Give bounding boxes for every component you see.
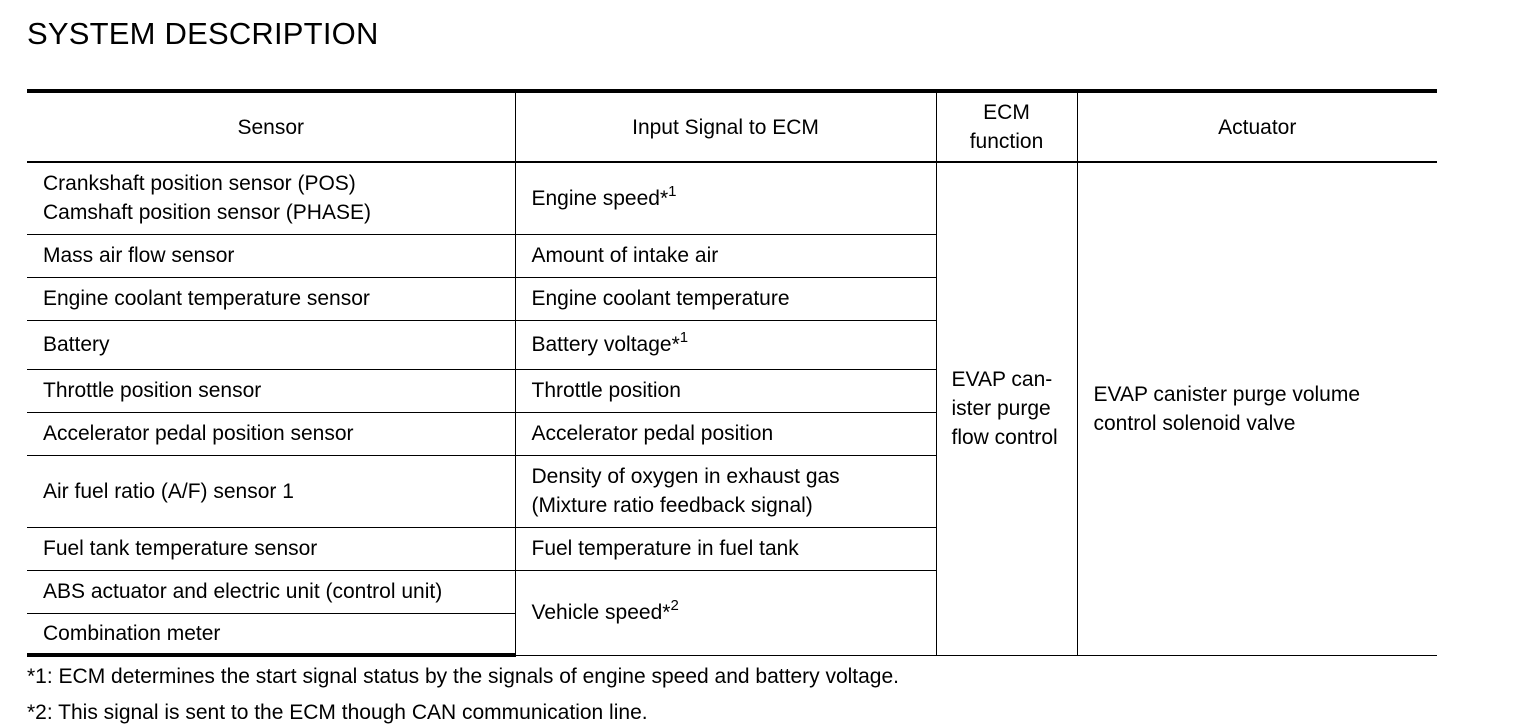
sensor-name: Fuel tank temperature sensor	[27, 527, 515, 570]
sensor-cell	[27, 162, 515, 234]
signal-text: Density of oxygen in exhaust gas	[531, 465, 840, 488]
sensor-name: Camshaft position sensor (PHASE)	[43, 201, 371, 225]
header-input-signal: Input Signal to ECM	[515, 91, 936, 162]
signal-cell	[515, 455, 936, 527]
sensor-name: Air fuel ratio (A/F) sensor 1	[27, 455, 515, 527]
signal-text: Engine speed*	[531, 186, 669, 210]
actuator-line2: control solenoid valve	[1093, 411, 1296, 435]
sensor-name: Engine coolant temperature sensor	[27, 277, 515, 320]
sensor-name: Accelerator pedal position sensor	[27, 412, 515, 455]
signal-text: Vehicle speed*	[531, 601, 671, 624]
ecm-function-cell	[936, 162, 1077, 655]
sensor-name: Mass air flow sensor	[27, 234, 515, 277]
actuator-line1: EVAP canister purge volume	[1093, 382, 1361, 406]
sensor-name: Throttle position sensor	[27, 369, 515, 412]
signal-cell	[515, 570, 936, 655]
signal-cell	[515, 320, 936, 369]
footnote-ref: 2	[670, 597, 679, 614]
header-ecm-function	[936, 91, 1077, 162]
signal-cell	[515, 162, 936, 234]
signal-text: Throttle position	[515, 369, 936, 412]
signal-text: Engine coolant temperature	[515, 277, 936, 320]
header-ecm-function-line2: function	[969, 130, 1044, 153]
page-title: SYSTEM DESCRIPTION	[27, 16, 379, 51]
ecm-function-line3: flow control	[951, 426, 1058, 450]
actuator-cell	[1077, 162, 1437, 655]
table-header-row	[27, 91, 1437, 162]
sensor-name: ABS actuator and electric unit (control unit)	[27, 570, 515, 613]
footnote-1: *1: ECM determines the start signal status by the signals of engine speed and battery voltage.	[27, 665, 900, 688]
ecm-function-line2: ister purge	[951, 397, 1051, 421]
footnote-2: *2: This signal is sent to the ECM though CAN communication line.	[27, 701, 648, 724]
table-row	[27, 162, 1437, 234]
header-actuator: Actuator	[1077, 91, 1437, 162]
signal-text: (Mixture ratio feedback signal)	[531, 494, 813, 517]
header-ecm-function-line1: ECM	[983, 101, 1030, 124]
sensor-name: Crankshaft position sensor (POS)	[43, 172, 356, 196]
signal-text: Amount of intake air	[515, 234, 936, 277]
sensor-name: Combination meter	[27, 613, 515, 655]
ecm-function-line1: EVAP can-	[951, 368, 1053, 392]
header-sensor: Sensor	[27, 91, 515, 162]
sensor-name: Battery	[27, 320, 515, 369]
signal-text: Battery voltage*	[531, 333, 680, 356]
footnote-ref: 1	[668, 182, 677, 200]
footnote-ref: 1	[679, 329, 689, 346]
signal-text: Accelerator pedal position	[515, 412, 936, 455]
signal-text: Fuel temperature in fuel tank	[515, 527, 936, 570]
system-description-table	[27, 89, 1437, 657]
